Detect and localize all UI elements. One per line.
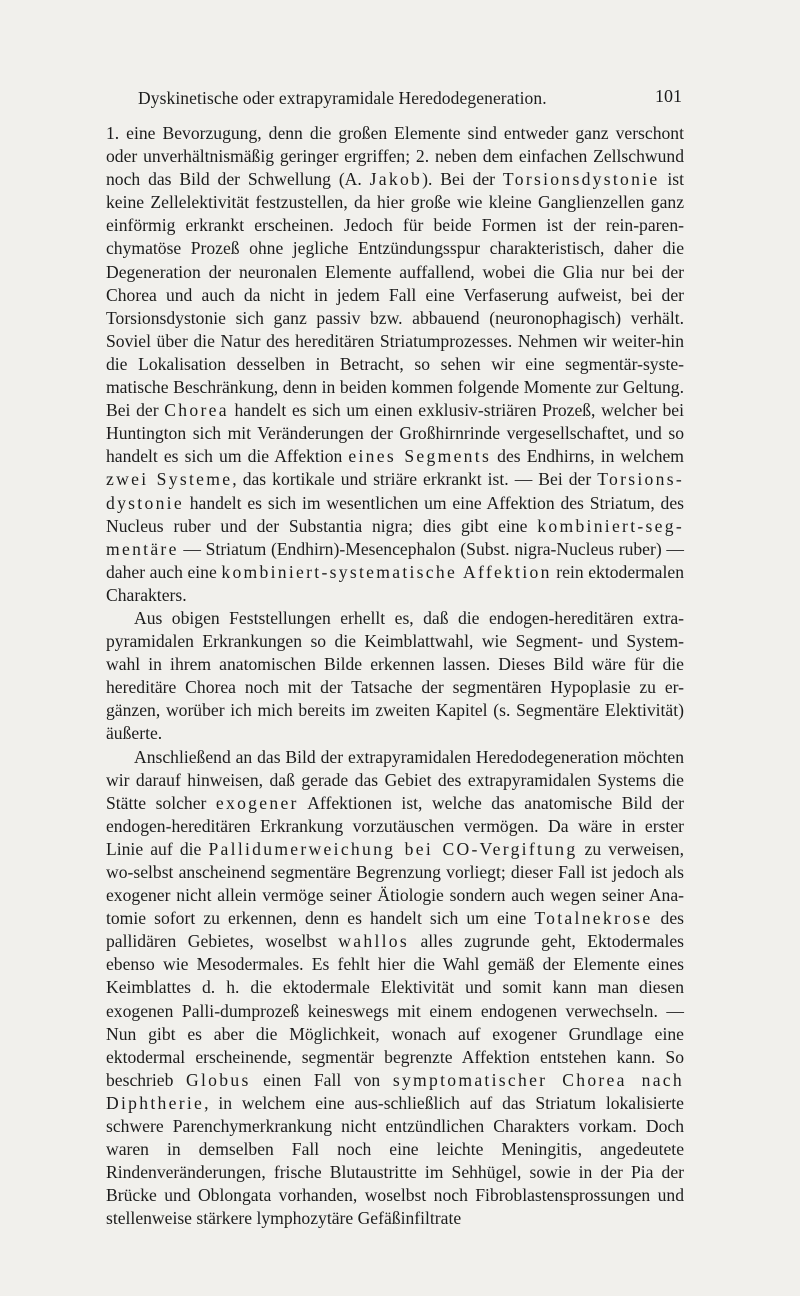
text-run: zu verweisen, wo-selbst anscheinend segmentäre Begrenzung vorliegt; dieser Fall ist jedoch als exogener nicht allein vermöge seiner Ätiologie sondern auch wegen seiner Ana-tomie sofort zu erkennen, denn es handelt sich um eine bbox=[106, 838, 684, 929]
text-run: ist keine Zellelektivität festzustellen, da hier große wie kleine Ganglienzellen ganz einförmig erkrankt erscheinen. Jedoch für beide Formen ist der rein-paren-chymatöse Prozeß ohne jegliche Entzündungsspur charakteristisch, daher die Degeneration der neuronalen Elemente auffallend, wobei die Glia nur bei der Chorea und auch da nicht in jedem Fall eine Verfaserung aufweist, bei der Torsionsdystonie sich ganz passiv bzw. abbauend (neuronophagisch) verhält. Soviel über die Natur des hereditären Striatumprozesses. Nehmen wir weiter-hin die Lokalisation desselben in Betracht, so sehen wir eine segmentär-syste-matische Beschränkung, denn in beiden kommen folgende Momente zur Geltung. Bei der bbox=[106, 169, 684, 421]
text-run: rein ektodermalen Charakters. bbox=[106, 561, 684, 605]
spaced-emphasis: Torsionsdystonie bbox=[502, 169, 660, 190]
text-run: , das kortikale und striäre erkrankt ist. — Bei der bbox=[232, 469, 598, 490]
spaced-emphasis: Chorea bbox=[164, 400, 229, 421]
text-run: handelt es sich um einen exklusiv-striären Prozeß, welcher bei Huntington sich mit Veränderungen der Großhirnrinde vergesellschaftet, und so handelt es sich um die Affektion bbox=[106, 400, 684, 467]
spaced-emphasis: eines Segments bbox=[348, 446, 492, 467]
spaced-emphasis: Pallidumerweichung bei CO-Vergiftung bbox=[208, 838, 578, 859]
spaced-emphasis: zwei Systeme bbox=[106, 469, 233, 490]
spaced-emphasis: Globus bbox=[186, 1069, 251, 1090]
text-run: handelt es sich im wesentlichen um eine Affektion des Striatum, des Nucleus ruber und der Substantia nigra; dies gibt eine bbox=[106, 492, 684, 536]
text-run: Aus obigen Feststellungen erhellt es, daß die endogen-hereditären extra-pyramidalen Erkrankungen so die Keimblattwahl, wie Segment- und System-wahl in ihrem anatomischen Bilde erkennen lassen. Dieses Bild wäre für die hereditäre Chorea noch mit der Tatsache der segmentären Hypoplasie zu er-gänzen, worüber ich mich bereits im zweiten Kapitel (s. Segmentäre Elektivität) äußerte. bbox=[106, 607, 684, 744]
text-run: — Striatum (Endhirn)-Mesencephalon (Subst. nigra-Nucleus ruber) — daher auch eine bbox=[106, 538, 684, 582]
running-header bbox=[138, 88, 682, 114]
running-title: Dyskinetische oder extrapyramidale Heredodegeneration. bbox=[138, 88, 547, 108]
spaced-emphasis: Torsions-dystonie bbox=[106, 469, 685, 513]
text-run: , in welchem eine aus-schließlich auf das Striatum lokalisierte schwere Parenchymerkrankung nicht entzündlichen Charakters vorkam. Doch waren in demselben Fall noch eine leichte Meningitis, angedeutete Rindenveränderungen, frische Blutaustritte im Sehhügel, sowie in der Pia der Brücke und Oblongata vorhanden, woselbst noch Fibroblastensprossungen und stellenweise stärkere lymphozytäre Gefäßinfiltrate bbox=[106, 1092, 684, 1229]
spaced-emphasis: Totalnekrose bbox=[534, 908, 653, 929]
paragraph-1 bbox=[106, 122, 684, 607]
text-run: 1. eine Bevorzugung, denn die großen Elemente sind entweder ganz verschont oder unverhältnismäßig geringer ergriffen; 2. neben dem einfachen Zellschwund noch das Bild der Schwellung (A. bbox=[106, 123, 684, 190]
spaced-emphasis: symptomatischer Chorea nach Diphtherie bbox=[106, 1069, 684, 1113]
paragraph-2 bbox=[106, 607, 684, 746]
text-run: Affektionen ist, welche das anatomische Bild der endogen-hereditären Erkrankung vorzutäuschen vermögen. Da wäre in erster Linie auf die bbox=[106, 792, 684, 859]
text-run: Anschließend an das Bild der extrapyramidalen Heredodegeneration möchten wir darauf hinweisen, daß gerade das Gebiet des extrapyramidalen Systems die Stätte solcher bbox=[106, 746, 684, 813]
spaced-emphasis: kombiniert-systematische Affektion bbox=[221, 561, 552, 582]
spaced-emphasis: Jakob bbox=[369, 169, 423, 190]
text-run: des pallidären Gebietes, woselbst bbox=[106, 908, 684, 952]
spaced-emphasis: kombiniert-seg-mentäre bbox=[106, 515, 684, 559]
text-run: alles zugrunde geht, Ektodermales ebenso wie Mesodermales. Es fehlt hier die Wahl gemäß der Elemente eines Keimblattes d. h. die ektodermale Elektivität und somit kann man diesen exogenen Palli-dumprozeß keineswegs mit einem endogenen verwechseln. — Nun gibt es aber die Möglichkeit, wonach auf exogener Grundlage eine ektodermal erscheinende, segmentär begrenzte Affektion entstehen kann. So beschrieb bbox=[106, 931, 684, 1090]
text-run: des Endhirns, in welchem bbox=[491, 446, 684, 467]
page-number: 101 bbox=[655, 86, 682, 106]
text-run: ). Bei der bbox=[422, 169, 503, 190]
spaced-emphasis: wahllos bbox=[338, 931, 410, 952]
text-run: einen Fall von bbox=[250, 1069, 393, 1090]
paragraph-3 bbox=[106, 746, 684, 1231]
body-text bbox=[106, 122, 684, 1231]
spaced-emphasis: exogener bbox=[215, 792, 299, 813]
